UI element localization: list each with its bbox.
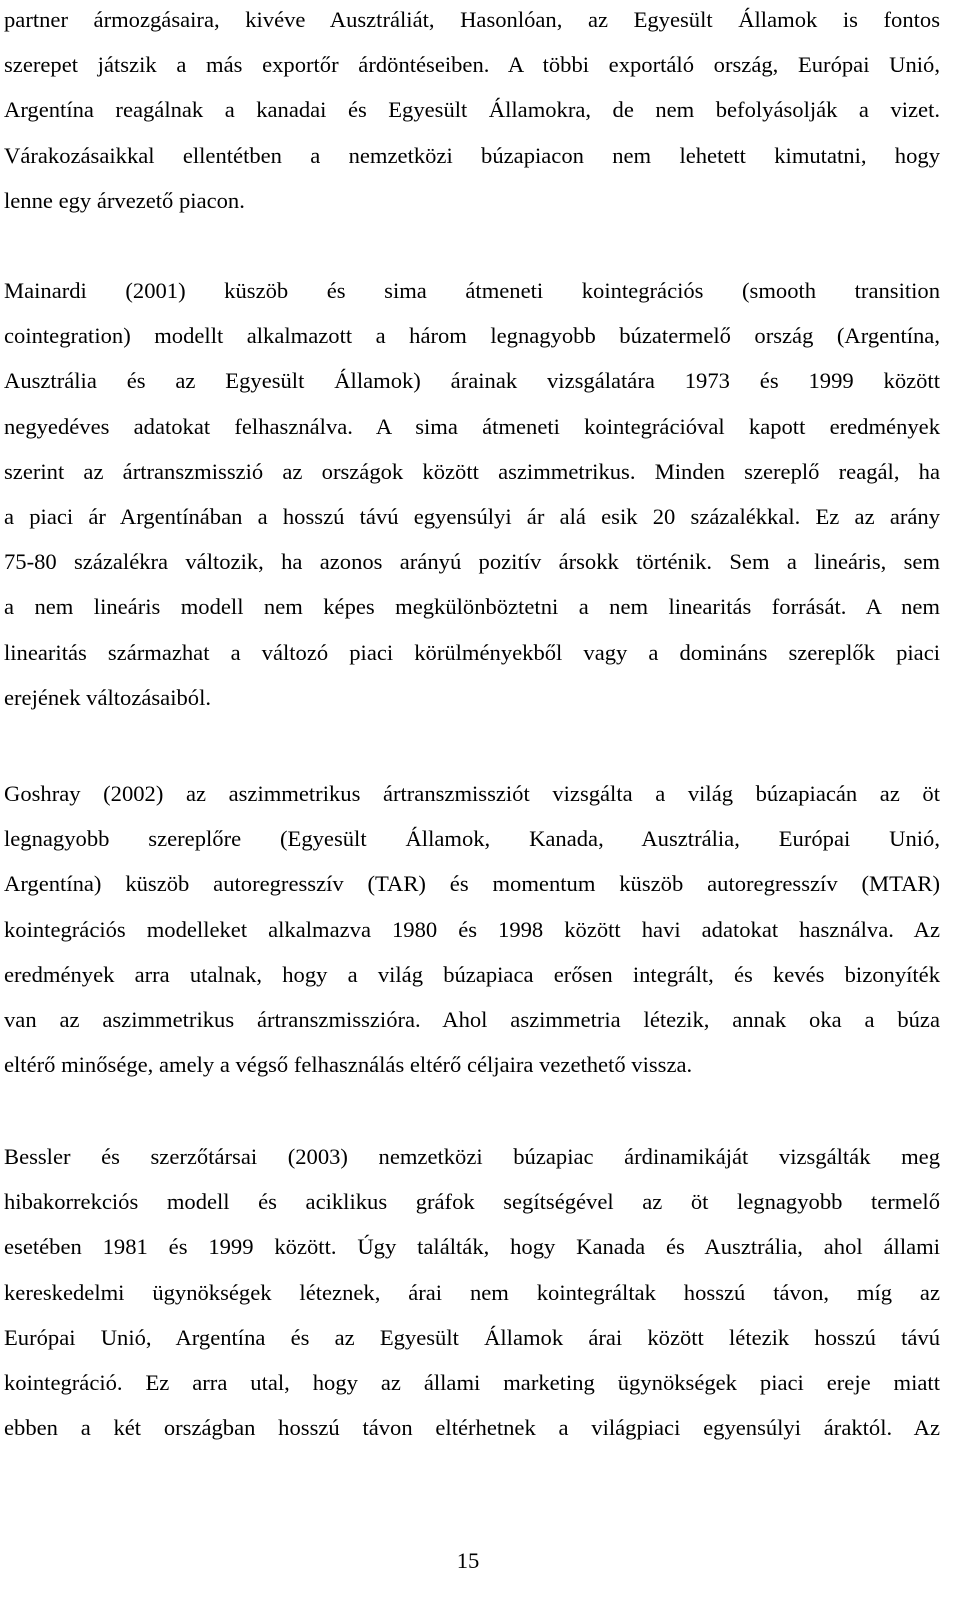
text-line: Ausztrália és az Egyesült Államok) árainak vizsgálatára 1973 és 1999 között bbox=[4, 368, 940, 394]
text-line: negyedéves adatokat felhasználva. A sima átmeneti kointegrációval kapott eredmények bbox=[4, 413, 940, 439]
text-line: eredmények arra utalnak, hogy a világ búzapiaca erősen integrált, és kevés bizonyíték bbox=[4, 961, 940, 987]
text-line: partner ármozgásaira, kivéve Ausztráliát, Hasonlóan, az Egyesült Államok is fontos bbox=[4, 7, 940, 32]
page-number: 15 bbox=[456, 1548, 480, 1573]
text-line: ebben a két országban hosszú távon eltérhetnek a világpiaci egyensúlyi áraktól. Az bbox=[4, 1415, 940, 1441]
text-line: hibakorrekciós modell és aciklikus gráfok segítségével az öt legnagyobb termelő bbox=[4, 1189, 940, 1215]
text-line: kointegráció. Ez arra utal, hogy az állami marketing ügynökségek piaci ereje miatt bbox=[4, 1369, 940, 1395]
text-line: szerint az ártranszmisszió az országok között aszimmetrikus. Minden szereplő reagál, ha bbox=[4, 458, 940, 484]
text-line: a nem lineáris modell nem képes megkülönböztetni a nem linearitás forrását. A nem bbox=[4, 594, 940, 620]
text-line: Várakozásaikkal ellentétben a nemzetközi búzapiacon nem lehetett kimutatni, hogy bbox=[4, 142, 940, 168]
paragraph-4 bbox=[4, 1134, 940, 1450]
text-line: lenne egy árvezető piacon. bbox=[4, 187, 245, 213]
text-line: van az aszimmetrikus ártranszmisszióra. Ahol aszimmetria létezik, annak oka a búza bbox=[4, 1006, 940, 1032]
text-line: 75-80 százalékra változik, ha azonos arányú pozitív ársokk történik. Sem a lineáris, sem bbox=[4, 549, 940, 575]
text-line: Európai Unió, Argentína és az Egyesült Államok árai között létezik hosszú távú bbox=[4, 1324, 940, 1350]
text-line: linearitás származhat a változó piaci körülményekből vagy a domináns szereplők piaci bbox=[4, 639, 940, 665]
text-line: Argentína) küszöb autoregresszív (TAR) és momentum küszöb autoregresszív (MTAR) bbox=[4, 871, 940, 897]
text-line: Argentína reagálnak a kanadai és Egyesült Államokra, de nem befolyásolják a vizet. bbox=[4, 97, 940, 123]
text-line: legnagyobb szereplőre (Egyesült Államok, Kanada, Ausztrália, Európai Unió, bbox=[4, 826, 940, 852]
paragraph-2 bbox=[4, 268, 940, 720]
text-line: cointegration) modellt alkalmazott a három legnagyobb búzatermelő ország (Argentína, bbox=[4, 323, 940, 349]
paragraph-1 bbox=[4, 0, 940, 223]
text-line: kereskedelmi ügynökségek léteznek, árai nem kointegráltak hosszú távon, míg az bbox=[4, 1279, 940, 1305]
text-line: Bessler és szerzőtársai (2003) nemzetközi búzapiac árdinamikáját vizsgálták meg bbox=[4, 1144, 940, 1169]
text-line: Mainardi (2001) küszöb és sima átmeneti kointegrációs (smooth transition bbox=[4, 278, 940, 303]
text-line: szerepet játszik a más exportőr árdöntéseiben. A többi exportáló ország, Európai Unió, bbox=[4, 52, 940, 78]
paragraph-3 bbox=[4, 771, 940, 1087]
text-line: kointegrációs modelleket alkalmazva 1980 és 1998 között havi adatokat használva. Az bbox=[4, 916, 940, 942]
text-line: a piaci ár Argentínában a hosszú távú egyensúlyi ár alá esik 20 százalékkal. Ez az arány bbox=[4, 503, 940, 529]
text-line: Goshray (2002) az aszimmetrikus ártranszmissziót vizsgálta a világ búzapiacán az öt bbox=[4, 781, 940, 806]
text-line: eltérő minősége, amely a végső felhasználás eltérő céljaira vezethető vissza. bbox=[4, 1052, 693, 1078]
text-line: esetében 1981 és 1999 között. Úgy találták, hogy Kanada és Ausztrália, ahol állami bbox=[4, 1234, 940, 1260]
text-line: erejének változásaiból. bbox=[4, 684, 212, 710]
